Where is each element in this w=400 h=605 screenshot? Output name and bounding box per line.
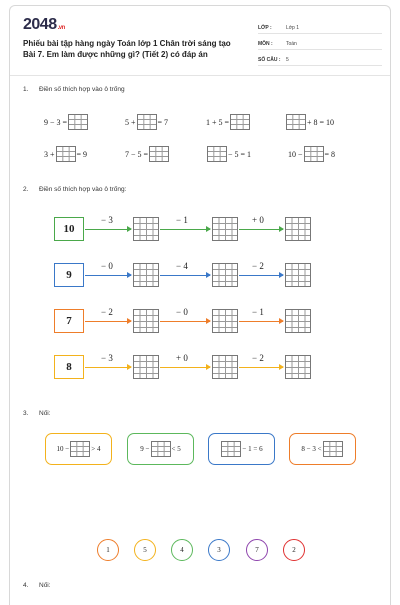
- answer-box[interactable]: [323, 441, 343, 457]
- equation-6: 7 − 5 =: [125, 146, 170, 162]
- equation-5: 3 + = 9: [44, 146, 87, 162]
- operation-label: − 1: [176, 215, 188, 225]
- answer-box[interactable]: [230, 114, 250, 130]
- arrow: [85, 229, 131, 230]
- answer-box[interactable]: [212, 355, 238, 379]
- start-number: 7: [54, 309, 84, 333]
- answer-box[interactable]: [133, 217, 159, 241]
- meta-value: Toán: [286, 41, 297, 47]
- answer-box[interactable]: [70, 441, 90, 457]
- meta-value: Lớp 1: [286, 25, 300, 31]
- answer-box[interactable]: [68, 114, 88, 130]
- chain-row-2: [54, 263, 354, 287]
- arrow: [239, 367, 283, 368]
- arrow: [160, 321, 210, 322]
- answer-circle-4[interactable]: 4: [171, 539, 193, 561]
- answer-box[interactable]: [151, 441, 171, 457]
- equation-2: 5 + = 7: [125, 114, 168, 130]
- worksheet-page: [9, 5, 391, 605]
- arrow: [85, 321, 131, 322]
- answer-box[interactable]: [56, 146, 76, 162]
- match-box-3[interactable]: − 1 = 6: [208, 433, 275, 465]
- start-number: 10: [54, 217, 84, 241]
- answer-box[interactable]: [207, 146, 227, 162]
- meta-key: SỐ CÂU :: [258, 57, 281, 63]
- answer-box[interactable]: [285, 309, 311, 333]
- question-3-heading: 3. Nối:: [23, 410, 51, 417]
- meta-value: 5: [286, 57, 289, 63]
- question-2-heading: 2. Điền số thích hợp vào ô trống:: [23, 186, 127, 193]
- answer-box[interactable]: [137, 114, 157, 130]
- operation-label: − 4: [176, 261, 188, 271]
- arrow: [85, 367, 131, 368]
- answer-box[interactable]: [212, 217, 238, 241]
- start-number: 8: [54, 355, 84, 379]
- answer-circle-1[interactable]: 1: [97, 539, 119, 561]
- answer-box[interactable]: [149, 146, 169, 162]
- operation-label: − 0: [176, 307, 188, 317]
- answer-circle-7[interactable]: 7: [246, 539, 268, 561]
- equation-1: 9 − 3 =: [44, 114, 89, 130]
- answer-box[interactable]: [212, 309, 238, 333]
- meta-row-subject: [258, 35, 382, 50]
- question-4-heading: 4. Nối:: [23, 582, 51, 589]
- arrow: [160, 367, 210, 368]
- meta-key: LỚP :: [258, 25, 272, 31]
- header-divider: [10, 75, 390, 76]
- answer-box[interactable]: [133, 263, 159, 287]
- operation-label: + 0: [252, 215, 264, 225]
- start-number: 9: [54, 263, 84, 287]
- answer-box[interactable]: [212, 263, 238, 287]
- operation-label: − 3: [101, 215, 113, 225]
- answer-circle-2[interactable]: 2: [283, 539, 305, 561]
- equation-7: − 5 = 1: [206, 146, 251, 162]
- answer-box[interactable]: [133, 309, 159, 333]
- chain-row-1: [54, 217, 354, 241]
- answer-box[interactable]: [221, 441, 241, 457]
- match-box-2[interactable]: 9 − < 5: [127, 433, 194, 465]
- operation-label: − 3: [101, 353, 113, 363]
- arrow: [160, 275, 210, 276]
- equation-3: 1 + 5 =: [206, 114, 251, 130]
- operation-label: − 2: [252, 261, 264, 271]
- meta-row-grade: [258, 19, 382, 34]
- equation-4: + 8 = 10: [285, 114, 334, 130]
- page-title: Phiếu bài tập hàng ngày Toán lớp 1 Chân trời sáng tạo Bài 7. Em làm được những gì? (Tiết 2) có đáp án: [23, 39, 231, 59]
- operation-label: − 2: [252, 353, 264, 363]
- site-logo[interactable]: 2048.vn: [23, 16, 65, 33]
- operation-label: − 0: [101, 261, 113, 271]
- answer-circle-3[interactable]: 3: [208, 539, 230, 561]
- equation-8: 10 − = 8: [288, 146, 335, 162]
- answer-box[interactable]: [285, 217, 311, 241]
- question-1-heading: 1. Điền số thích hợp vào ô trống: [23, 86, 125, 93]
- chain-row-3: [54, 309, 354, 333]
- answer-box[interactable]: [285, 355, 311, 379]
- answer-box[interactable]: [304, 146, 324, 162]
- match-box-4[interactable]: 8 − 3 <: [289, 433, 356, 465]
- operation-label: + 0: [176, 353, 188, 363]
- answer-box[interactable]: [286, 114, 306, 130]
- meta-row-count: [258, 51, 382, 66]
- answer-box[interactable]: [133, 355, 159, 379]
- chain-row-4: [54, 355, 354, 379]
- arrow: [239, 229, 283, 230]
- arrow: [239, 321, 283, 322]
- operation-label: − 1: [252, 307, 264, 317]
- arrow: [85, 275, 131, 276]
- match-box-1[interactable]: 10 − > 4: [45, 433, 112, 465]
- answer-circle-5[interactable]: 5: [134, 539, 156, 561]
- arrow: [239, 275, 283, 276]
- answer-box[interactable]: [285, 263, 311, 287]
- operation-label: − 2: [101, 307, 113, 317]
- meta-info: [258, 19, 382, 67]
- meta-key: MÔN :: [258, 41, 273, 47]
- arrow: [160, 229, 210, 230]
